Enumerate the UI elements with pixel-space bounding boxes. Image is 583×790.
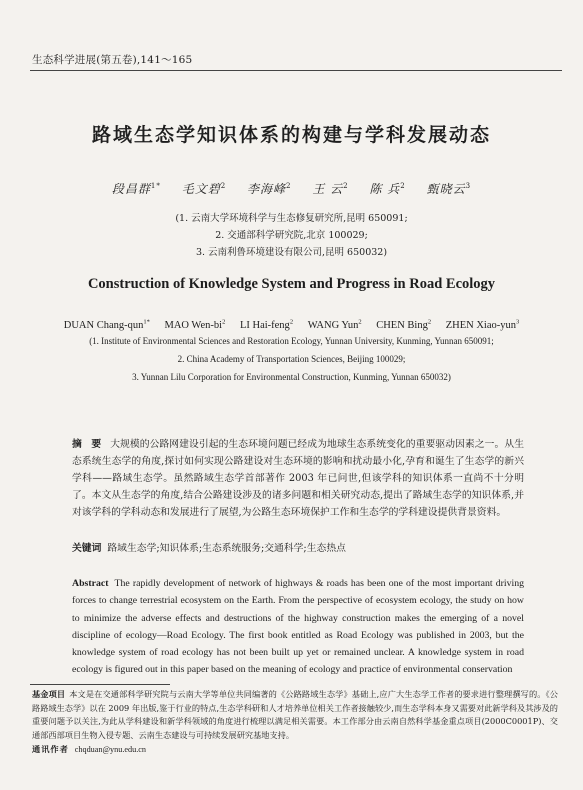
author-cn: 段昌群$^{1*}$ <box>111 182 161 196</box>
abstract-cn-label: 摘 要 <box>72 439 105 450</box>
contact-email[interactable]: chqduan@ynu.edu.cn <box>74 745 146 754</box>
title-english: Construction of Knowledge System and Progress in Road Ecology <box>87 276 496 292</box>
header-rule <box>30 70 562 71</box>
author-en: ZHEN Xiao-yun$^3$ <box>445 318 520 331</box>
author-cn: 甄晓云$^3$ <box>426 182 472 196</box>
keywords-cn-label: 关键词 <box>72 543 102 554</box>
abstract-en-text: The rapidly development of network of highways & roads has been one of the most important driving forces to change terrestrial ecosystem on the Earth. From the perspective of ecosystem ecology, the study on how to minimize the adverse effects and destructions of the highway construction makes the emerging of a novel discipline of ecology—Road Ecology. The first book entitled as Road Ecology was published in 2003, but the knowledge system of road ecology has not been built up yet or remained unclear. A knowledge system in road ecology is figured out in this paper based on the meaning of ecology and practice of environmental conservation <box>72 578 524 676</box>
affiliation-en-3: 3. Yunnan Lilu Corporation for Environmental Construction, Kunming, Yunnan 650032) <box>132 372 451 382</box>
affiliation-en-2: 2. China Academy of Transportation Sciences, Beijing 100029; <box>177 354 406 364</box>
funding-text: 本文是在交通部科学研究院与云南大学等单位共同编著的《公路路域生态学》基础上,应广大生态学工作者的要求进行整理撰写的。《公路路域生态学》以在 2009 年出版,鉴于行业的特点,生态学科研和人才培养单位相关工作者接触较少,而生态学科本身又需要对此新学科及其涉及的重要问题予以关注,为此从学科建设和新学科领域的角度进行梳理以满足相关需要。本工作部分由云南自然科学基金重点项目(2000C0001P)、交通部西部项目生物入侵专题、云南生态建设与可持续发展研究基地支持。 <box>32 689 558 740</box>
funding-footnote <box>32 688 558 742</box>
author-cn: 李海峰$^2$ <box>247 182 292 196</box>
running-head: 生态科学进展(第五卷),141～165 <box>32 54 193 66</box>
authors-english <box>0 318 583 331</box>
author-en: MAO Wen-$bi^2$ <box>164 318 226 331</box>
author-en: DUAN Chang-qun$^{1*}$ <box>63 318 150 331</box>
authors-chinese <box>0 180 583 197</box>
abstract-en-label: Abstract <box>72 578 109 589</box>
author-en: CHEN Bing$^2$ <box>376 318 432 331</box>
keywords-cn-text: 路域生态学;知识体系;生态系统服务;交通科学;生态热点 <box>107 543 346 554</box>
author-cn: 陈 兵$^2$ <box>369 182 406 196</box>
footnote-rule <box>30 684 170 685</box>
author-cn: 王 云$^2$ <box>312 182 349 196</box>
abstract-english <box>72 575 524 679</box>
affiliation-cn-2: 2. 交通部科学研究院,北京 100029; <box>215 230 368 241</box>
author-en: LI Hai-feng$^2$ <box>239 318 294 331</box>
contact-label: 通讯作者 <box>32 744 69 754</box>
affiliation-cn-3: 3. 云南利鲁环境建设有限公司,昆明 650032) <box>195 247 388 258</box>
abstract-chinese <box>72 436 524 521</box>
funding-label: 基金项目 <box>32 689 66 699</box>
author-cn: 毛文碧$^2$ <box>181 182 227 196</box>
keywords-chinese <box>72 540 524 554</box>
affiliation-cn-1: (1. 云南大学环境科学与生态修复研究所,昆明 650091; <box>175 213 408 224</box>
author-en: WANG Yun$^2$ <box>307 318 362 331</box>
affiliation-en-1: (1. Institute of Environmental Sciences and Restoration Ecology, Yunnan University, Kunming, Yunnan 650091; <box>89 336 494 346</box>
corresponding-author <box>32 744 146 755</box>
title-chinese: 路域生态学知识体系的构建与学科发展动态 <box>91 124 491 146</box>
abstract-cn-text: 大规模的公路网建设引起的生态环境问题已经成为地球生态系统变化的重要驱动因素之一。从生态系统生态学的角度,探讨如何实现公路建设对生态环境的影响和扰动最小化,孕育和诞生了生态学的新兴学科——路域生态学。虽然路域生态学首部著作 2003 年已问世,但该学科的知识体系一直尚不十分明了。本文从生态学的角度,结合公路建设涉及的诸多问题和相关研究动态,提出了路域生态学的知识体系,并对该学科的学科动态和发展进行了展望,为公路生态环境保护工作和生态学的学科建设提供背景资料。 <box>72 439 524 518</box>
